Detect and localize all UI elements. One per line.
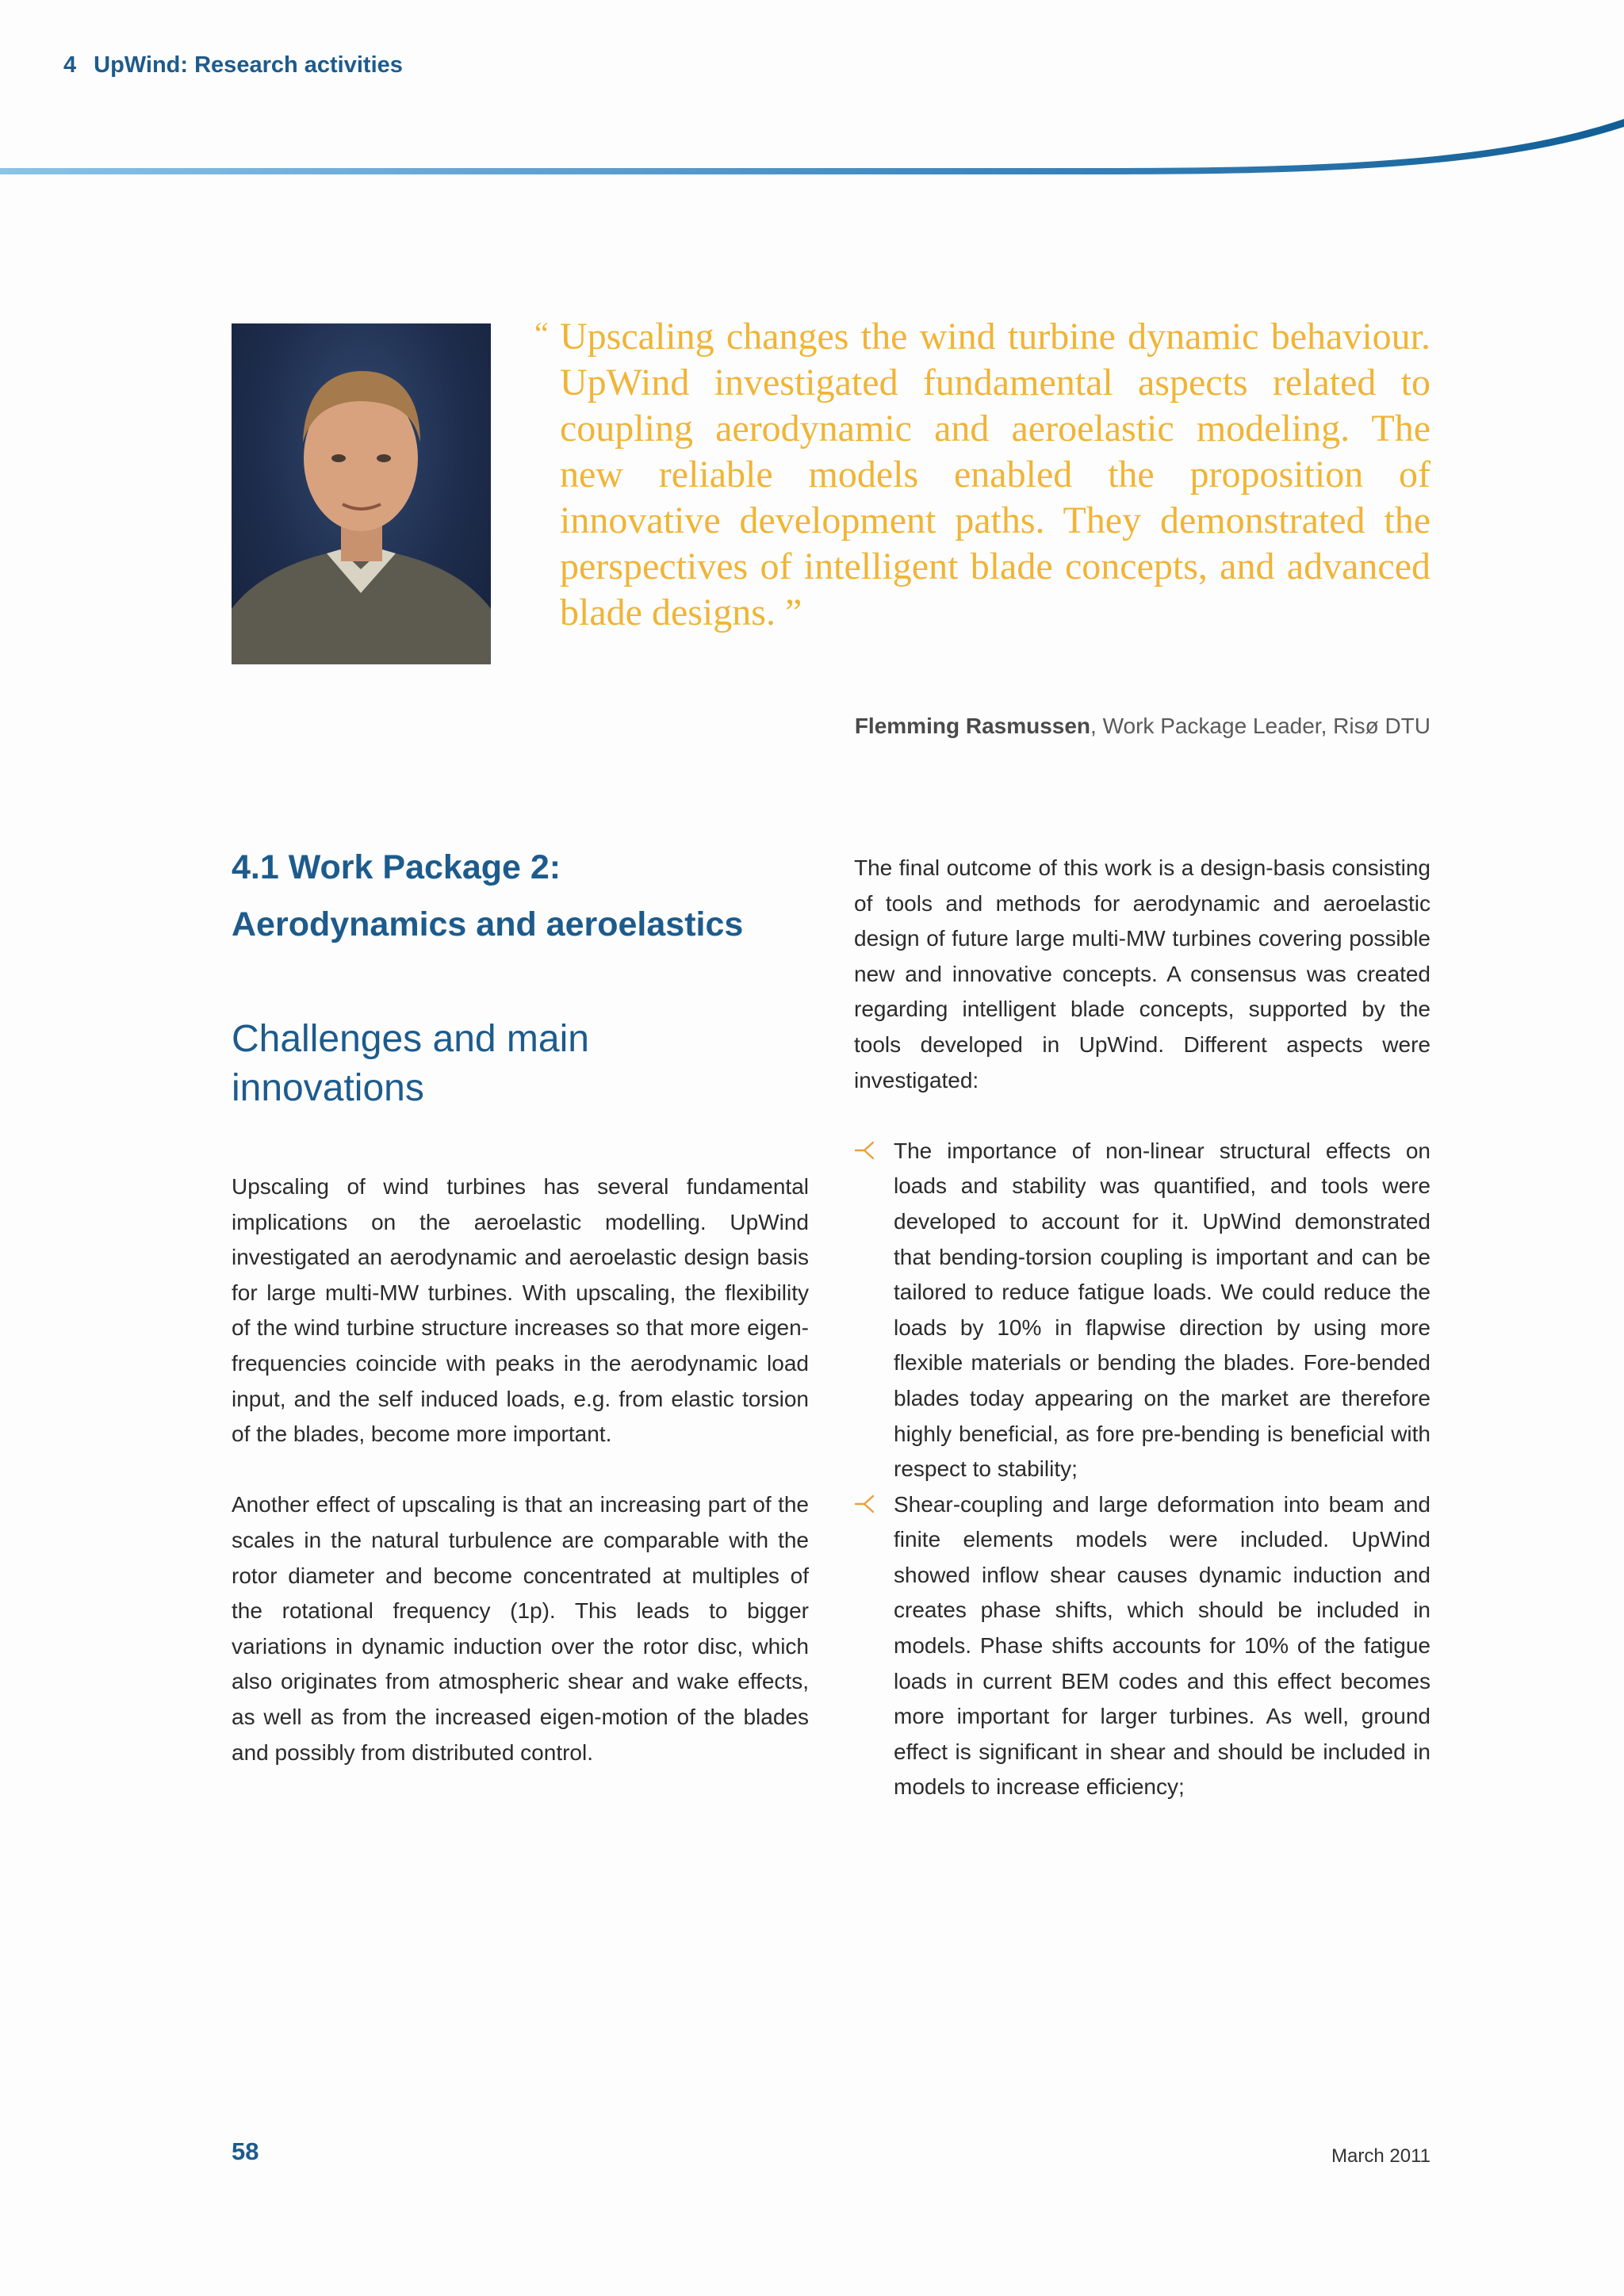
quote-attribution [855,714,1431,739]
wind-turbine-bullet-icon [854,1140,875,1161]
left-column [232,1169,809,1770]
chapter-number: 4 [63,52,77,78]
section-title-line1: 4.1 Work Package 2: [232,848,561,886]
subheading-line1: Challenges and main [232,1018,589,1060]
quote-text: Upscaling changes the wind turbine dynamic behaviour. UpWind investigated fundamental aspects related to coupling aerodynamic and aeroelastic modeling. The new reliable models enabled the proposition of innovative development paths. They demonstrated the perspectives of intelligent blade concepts, and advanced blade designs. [560,316,1431,633]
author-portrait [232,323,491,664]
body-paragraph: Upscaling of wind turbines has several fundamental implications on the aeroelastic modelling. UpWind investigated an aerodynamic and aeroelastic design basis for large multi-MW turbines. With upscaling, the flexibility of the wind turbine structure increases so that more eigen-frequencies coincide with peaks in the aerodynamic load input, and the self induced loads, e.g. from elastic torsion of the blades, become more important. [232,1174,809,1447]
bullet-text: Shear-coupling and large deformation into beam and finite elements models were included. UpWind showed inflow shear causes dynamic induction and creates phase shifts, which should be included in models. Phase shifts accounts for 10% of the fatigue loads in current BEM codes and this effect becomes more important for larger turbines. As well, ground effect is significant in shear and should be included in models to increase efficiency; [894,1491,1431,1800]
chapter-title: UpWind: Research activities [94,52,403,78]
header-swoosh-decoration [0,103,1624,182]
section-subheading [232,1015,802,1113]
subheading-line2: innovations [232,1067,424,1109]
list-item [854,1487,1431,1805]
person-portrait-icon [232,323,491,664]
attribution-name: Flemming Rasmussen [854,714,1091,738]
quote-open-mark: “ [534,316,549,351]
quote-close-mark: ” [775,591,802,633]
list-item [854,1134,1431,1487]
pull-quote [536,314,1431,636]
intro-paragraph: The final outcome of this work is a design-basis consisting of tools and methods for aerodynamic and aeroelastic design of future large multi-MW turbines covering possible new and innovative concepts. A consensus was created regarding intelligent blade concepts, supported by the tools developed in UpWind. Different aspects were investigated: [854,855,1431,1093]
running-header [63,52,403,78]
attribution-role: , Work Package Leader, Risø DTU [1090,714,1431,738]
section-title [232,839,802,953]
bullet-list [854,1134,1431,1805]
bullet-text: The importance of non-linear structural effects on loads and stability was quantified, and tools were developed to account for it. UpWind demonstrated that bending-torsion coupling is important and can be tailored to reduce fatigue loads. We could reduce the loads by 10% in flapwise direction by using more flexible materials or bending the blades. Fore-bended blades today appearing on the market are therefore highly beneficial, as fore pre-bending is beneficial with respect to stability; [894,1138,1431,1482]
page-number: 58 [232,2137,259,2165]
wind-turbine-bullet-icon [854,1494,875,1514]
right-column [854,851,1431,1805]
footer-date: March 2011 [1331,2145,1431,2167]
section-title-line2: Aerodynamics and aeroelastics [232,905,744,943]
body-paragraph: Another effect of upscaling is that an increasing part of the scales in the natural turbulence are comparable with the rotor diameter and become concentrated at multiples of the rotational frequency (1p). This leads to bigger variations in dynamic induction over the rotor disc, which also originates from atmospheric shear and wake effects, as well as from the increased eigen-motion of the blades and possibly from distributed control. [232,1492,809,1765]
